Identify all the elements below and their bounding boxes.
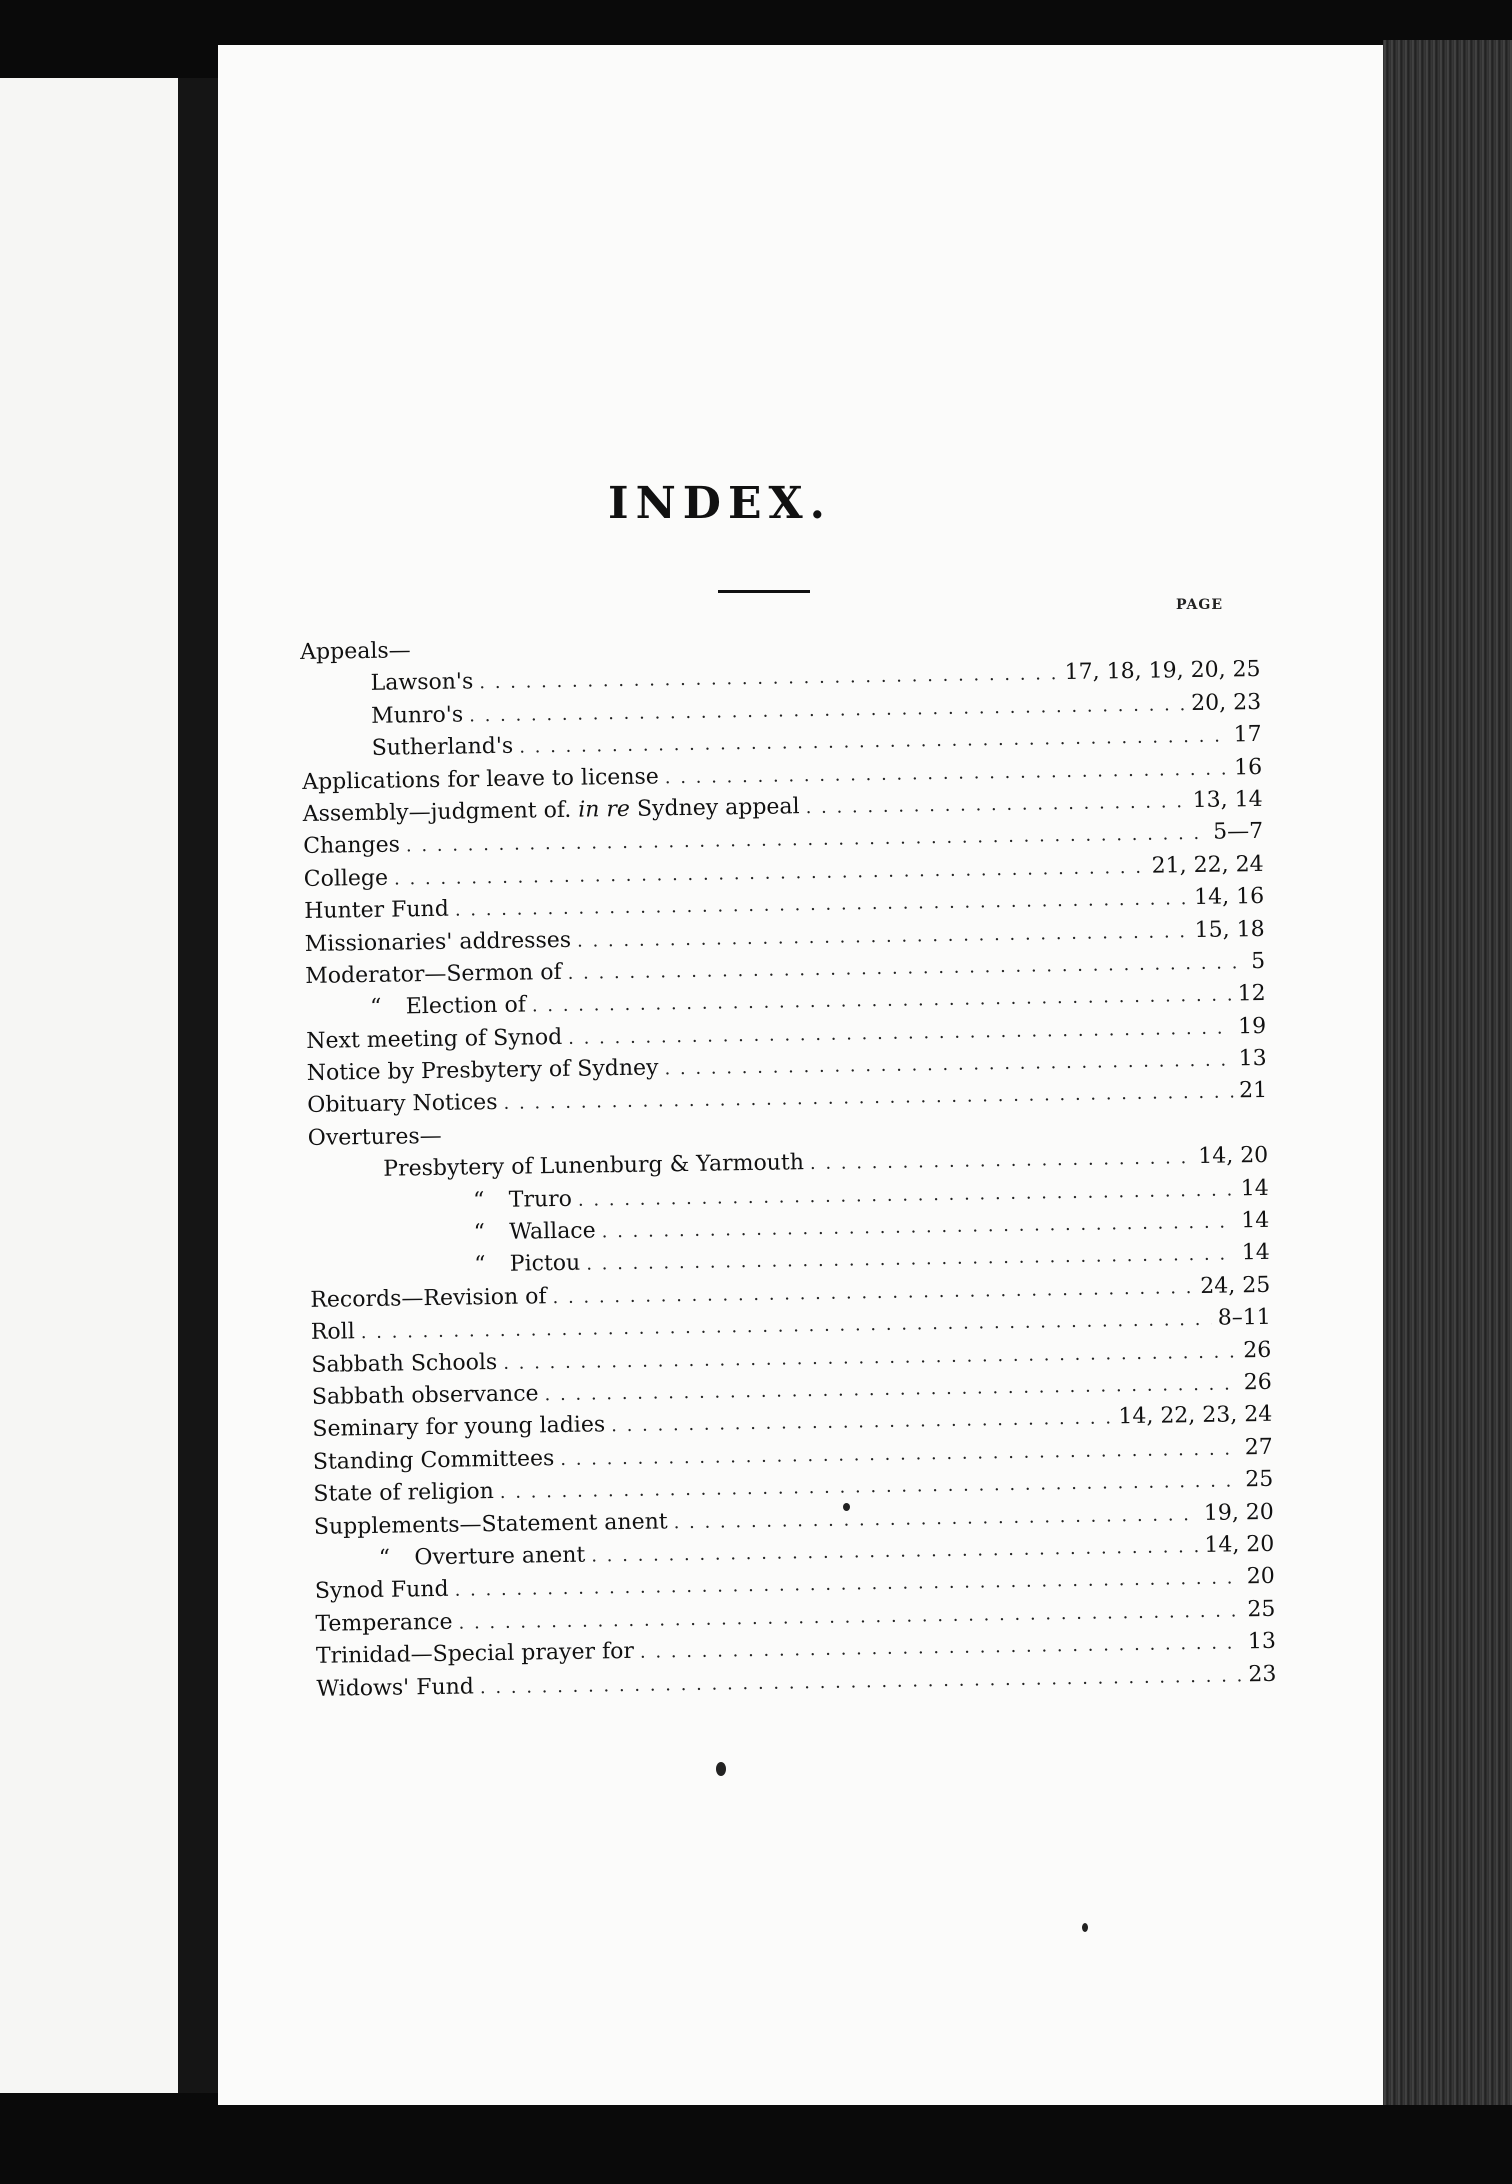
entry-pages: 5—7: [1212, 819, 1264, 846]
book-gutter: [178, 78, 218, 2093]
entry-label: [311, 1350, 497, 1378]
entry-pages: 21, 22, 24: [1151, 851, 1264, 879]
entry-pages: 16: [1233, 754, 1263, 780]
leader-dots: [591, 1536, 1198, 1567]
entry-text: Hunter Fund: [304, 896, 450, 925]
entry-text: Applications for leave to license: [302, 763, 660, 795]
leader-dots: [664, 1049, 1233, 1079]
entry-text: Supplements—Statement anent: [313, 1508, 668, 1540]
facing-page: [0, 78, 178, 2093]
entry-text: Widows' Fund: [316, 1673, 475, 1702]
entry-text: Sutherland's: [371, 733, 514, 762]
entry-pages: 5: [1250, 948, 1266, 975]
entry-label: [303, 833, 400, 860]
ink-speck: [843, 1503, 850, 1511]
entry-label: [313, 1479, 494, 1507]
entry-pages: 14: [1240, 1175, 1269, 1201]
entry-pages: 13: [1247, 1628, 1277, 1655]
entry-text-rest: Sydney appeal: [636, 794, 800, 822]
entry-pages: 12: [1237, 981, 1266, 1007]
entry-text: Assembly—judgment of.: [302, 797, 572, 827]
entry-text: Changes: [303, 832, 401, 860]
page-edges: [1383, 40, 1512, 2110]
entry-label: [449, 1218, 596, 1245]
entry-label: [315, 1577, 449, 1604]
ink-speck: [716, 1762, 726, 1776]
entry-pages: 17: [1233, 722, 1262, 748]
entry-pages: 14, 22, 23, 24: [1118, 1402, 1273, 1430]
entry-label: [346, 993, 526, 1021]
entry-label: [449, 1186, 573, 1213]
scan-border: [0, 2105, 1512, 2184]
entry-label: [312, 1413, 605, 1443]
entry-pages: 14, 20: [1198, 1143, 1269, 1170]
entry-label: [306, 1025, 562, 1054]
entry-pages: 24, 25: [1200, 1272, 1271, 1299]
entry-pages: 13, 14: [1192, 786, 1263, 813]
entry-pages: 21: [1239, 1078, 1268, 1104]
entry-pages: 26: [1243, 1337, 1272, 1363]
entry-label: [311, 1319, 355, 1345]
entry-label: [304, 865, 389, 891]
entry-label: [383, 1150, 804, 1182]
entry-label: [315, 1609, 452, 1636]
entry-label: [312, 1381, 539, 1410]
leader-dots: [673, 1504, 1198, 1533]
entry-text: Overture anent: [414, 1542, 586, 1571]
entry-pages: 26: [1243, 1369, 1272, 1396]
leader-dots: [665, 758, 1229, 788]
entry-label: [316, 1674, 474, 1701]
entry-label: [307, 1090, 498, 1118]
entry-label: [372, 734, 514, 761]
entry-text: Presbytery of Lunenburg & Yarmouth: [383, 1150, 805, 1183]
entry-text: Synod Fund: [314, 1577, 449, 1605]
entry-pages: 19: [1237, 1013, 1267, 1039]
page-title: INDEX.: [608, 478, 832, 529]
entry-label: [316, 1639, 634, 1669]
entry-label: [314, 1509, 668, 1540]
entry-label: [302, 764, 659, 795]
ink-speck: [1082, 1923, 1088, 1932]
entry-pages: 20, 23: [1190, 689, 1262, 716]
entry-text: Lawson's: [370, 669, 474, 697]
entry-text: Standing Committees: [312, 1445, 555, 1475]
entry-label: [300, 638, 411, 665]
entry-pages: 17, 18, 19, 20, 25: [1064, 657, 1261, 686]
entry-text: Notice by Presbytery of Sydney: [306, 1055, 659, 1087]
entry-label: [371, 702, 463, 728]
entry-pages: 25: [1247, 1596, 1276, 1622]
index-list: [300, 625, 1277, 1709]
ditto-mark: “: [378, 1545, 391, 1571]
entry-label: [307, 1056, 659, 1087]
entry-pages: 14, 20: [1204, 1531, 1275, 1558]
entry-label: [310, 1284, 547, 1313]
entry-italic: in re: [571, 796, 638, 823]
leader-dots: [611, 1408, 1113, 1437]
entry-text: State of religion: [313, 1479, 495, 1508]
title-rule: [718, 590, 810, 593]
entry-text: Roll: [310, 1319, 355, 1346]
entry-pages: 23: [1248, 1661, 1277, 1687]
entry-text: Obituary Notices: [307, 1090, 498, 1119]
entry-label: [371, 670, 474, 697]
entry-pages: 25: [1245, 1466, 1274, 1493]
entry-pages: 14: [1241, 1240, 1270, 1266]
ditto-mark: “: [474, 1252, 486, 1278]
leader-dots: [810, 1147, 1193, 1174]
entry-text: Truro: [508, 1186, 573, 1213]
entry-pages: 13: [1238, 1045, 1267, 1072]
entry-label: [304, 897, 449, 924]
entry-label: [305, 960, 562, 989]
entry-pages: 8–11: [1217, 1305, 1271, 1331]
entry-text: Munro's: [371, 702, 464, 729]
entry-text: Missionaries' addresses: [304, 927, 572, 957]
entry-text: Temperance: [315, 1609, 453, 1637]
ditto-mark: “: [473, 1220, 486, 1246]
entry-text: Overtures—: [307, 1123, 442, 1151]
entry-text: Next meeting of Synod: [306, 1024, 563, 1054]
leader-dots: [602, 1211, 1236, 1242]
entry-text: College: [303, 865, 389, 892]
entry-text: Trinidad—Special prayer for: [315, 1638, 635, 1669]
entry-label: [450, 1251, 581, 1278]
leader-dots: [805, 791, 1186, 818]
page-column-label: PAGE: [1176, 597, 1223, 613]
leader-dots: [552, 1277, 1194, 1308]
entry-pages: 14: [1241, 1207, 1270, 1234]
leader-dots: [586, 1244, 1236, 1275]
leader-dots: [479, 663, 1059, 693]
entry-text: Election of: [405, 992, 527, 1020]
entry-text: Seminary for young ladies: [312, 1412, 606, 1443]
entry-text: Pictou: [509, 1251, 581, 1278]
entry-label: [313, 1446, 555, 1475]
entry-text: Wallace: [509, 1218, 596, 1245]
entry-text: Moderator—Sermon of: [305, 959, 562, 989]
leader-dots: [640, 1632, 1242, 1662]
entry-pages: 19, 20: [1203, 1499, 1275, 1526]
leader-dots: [577, 921, 1189, 952]
entry-text: Sabbath observance: [311, 1381, 539, 1410]
entry-pages: 15, 18: [1194, 916, 1265, 943]
ditto-mark: “: [473, 1187, 485, 1213]
entry-pages: 14, 16: [1193, 884, 1265, 911]
entry-label: [308, 1124, 442, 1151]
ditto-mark: “: [369, 995, 382, 1021]
entry-pages: 20: [1246, 1564, 1276, 1590]
entry-text: Sabbath Schools: [311, 1349, 498, 1378]
entry-label: [354, 1543, 585, 1572]
entry-pages: 27: [1244, 1434, 1273, 1461]
entry-text: Records—Revision of: [310, 1284, 547, 1313]
entry-text: Appeals—: [300, 638, 411, 665]
entry-label: [305, 927, 572, 956]
